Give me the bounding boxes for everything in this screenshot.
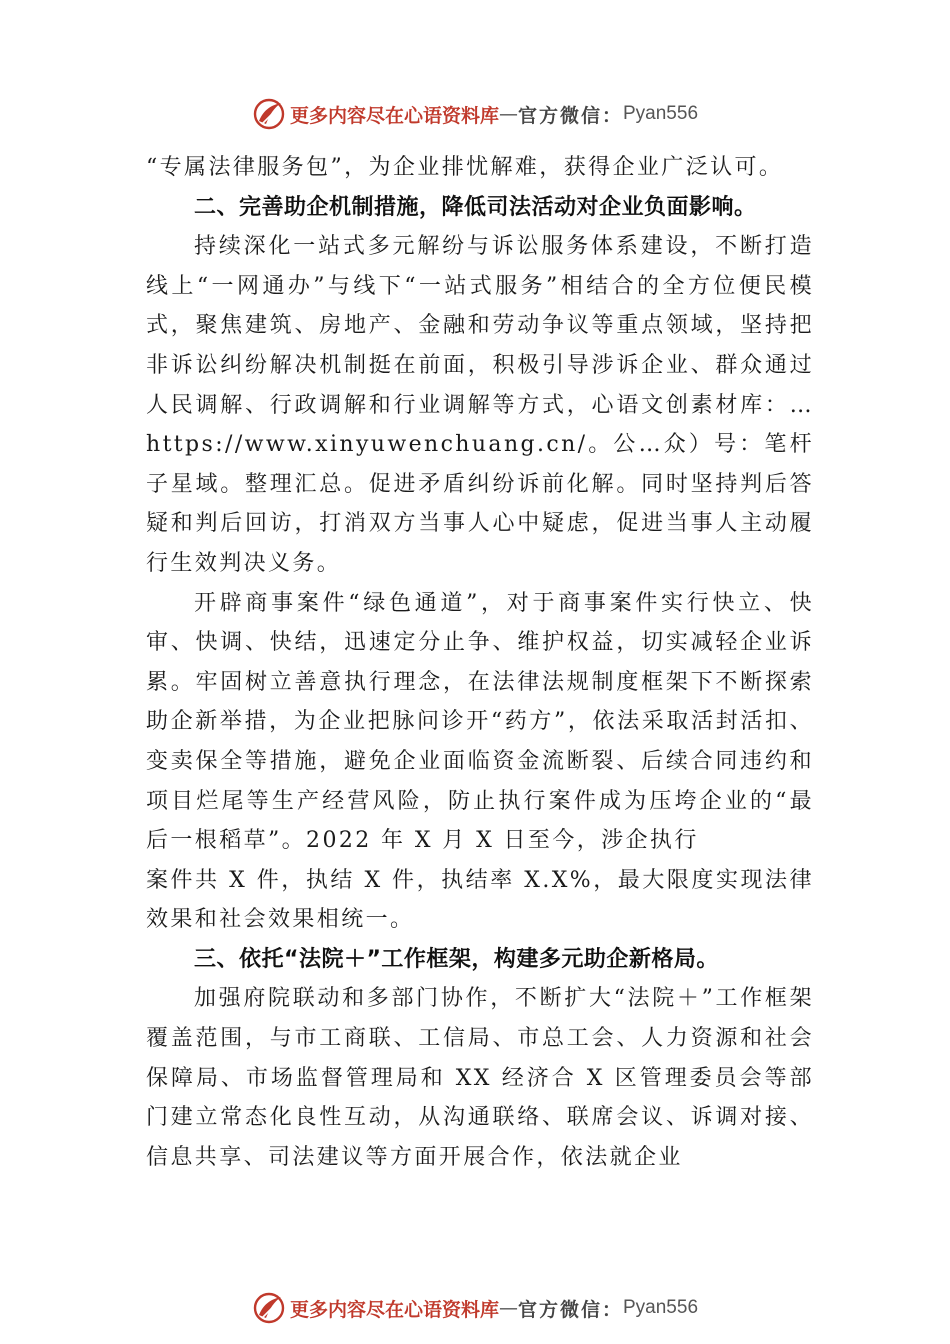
paragraph-green-channel: 开辟商事案件“绿色通道”，对于商事案件实行快立、快审、快调、快结，迅速定分止争、维护权益，切实减轻企业诉累。牢固树立善意执行理念，在法律法规制度框架下不断探索助企新举措，为企业把脉问诊开“药方”，依法采取活封活扣、变卖保全等措施，避免企业面临资金流断裂、后续合同违约和项目烂尾等生产经营风险，防止执行案件成为压垮企业的“最后一根稻草”。2022 年 X 月 X 日至今，涉企执行 <box>146 590 814 854</box>
watermark-wechat-id: Pyan556 <box>623 103 699 124</box>
watermark-wechat-label: 官方微信： <box>517 1298 623 1321</box>
watermark-wechat-id: Pyan556 <box>623 1297 699 1318</box>
watermark-title: 更多内容尽在心语资料库 <box>289 104 499 127</box>
paragraph-continuation: “专属法律服务包”，为企业排忧解难，获得企业广泛认可。 <box>146 155 784 180</box>
section-heading-2: 二、完善助企机制措施，降低司法活动对企业负面影响。 <box>194 194 757 220</box>
document-body <box>146 148 814 1177</box>
watermark-wechat-label: 官方微信： <box>517 104 623 127</box>
footer-watermark <box>0 1288 950 1328</box>
header-watermark <box>0 94 950 134</box>
logo-icon <box>252 1291 286 1325</box>
paragraph-case-stats: 案件共 X 件，执结 X 件，执结率 X.X%，最大限度实现法律效果和社会效果相统一。 <box>146 867 814 933</box>
paragraph-court-plus: 加强府院联动和多部门协作，不断扩大“法院＋”工作框架覆盖范围，与市工商联、工信局、市总工会、人力资源和社会保障局、市场监督管理局和 XX 经济合 X 区管理委员会等部门建立常态化良性互动，从沟通联络、联席会议、诉调对接、信息共享、司法建议等方面开展合作，依法就企业 <box>146 986 814 1170</box>
logo-icon <box>252 97 286 131</box>
watermark-separator: — <box>498 1297 518 1319</box>
watermark-separator: — <box>498 103 518 125</box>
watermark-title: 更多内容尽在心语资料库 <box>289 1298 499 1321</box>
paragraph-dispute-resolution: 持续深化一站式多元解纷与诉讼服务体系建设，不断打造线上“一网通办”与线下“一站式服务”相结合的全方位便民模式，聚焦建筑、房地产、金融和劳动争议等重点领域，坚持把非诉讼纠纷解决机制挺在前面，积极引导涉诉企业、群众通过人民调解、行政调解和行业调解等方式，心语文创素材库：…https://www.xinyuwenchuang.cn/。公…众）号：笔杆子星域。整理汇总。促进矛盾纠纷诉前化解。同时坚持判后答疑和判后回访，打消双方当事人心中疑虑，促进当事人主动履行生效判决义务。 <box>146 234 814 576</box>
section-heading-3: 三、依托“法院＋”工作框架，构建多元助企新格局。 <box>194 946 719 972</box>
